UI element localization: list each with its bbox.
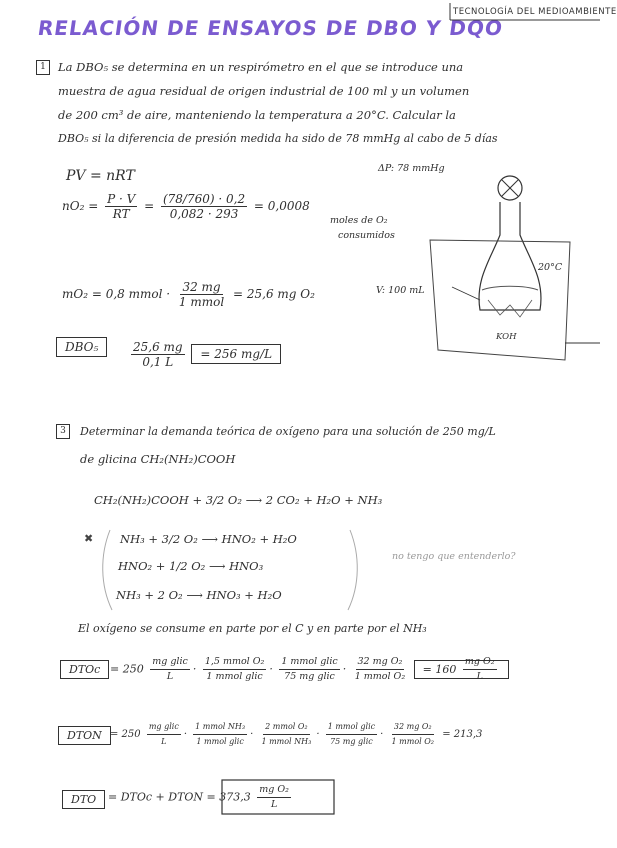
reaction-1-right: 2 CO₂ + H₂O + NH₃	[265, 493, 383, 507]
volume-label: V: 100 mL	[376, 285, 425, 296]
problem-1-line-2: muestra de agua residual de origen industrial de 100 ml y un volumen	[58, 84, 470, 98]
strike-mark-icon: ✖	[84, 532, 94, 545]
dton-factor-2	[193, 720, 247, 749]
dton-factor-4-den: 75 mg glic	[330, 737, 373, 746]
moles-calculation: nO₂ = $\frac{P \cdot V}{RT}$ = $\frac{(78/760) \cdot 0,2}{0,082 \cdot 293}$ = 0,0008	[62, 192, 310, 221]
reaction-arrow-icon: ⟶	[245, 493, 263, 507]
dbo-label-box: DBO₅	[56, 337, 107, 357]
page-title: RELACIÓN DE ENSAYOS DE DBO Y DQO	[36, 16, 505, 40]
dto-label-box: DTO	[62, 790, 105, 809]
dton-factor-5	[390, 720, 437, 749]
dtoc-result-box	[414, 656, 509, 682]
dbo-result: = 256 mg/L	[191, 344, 281, 364]
moles-fraction-1-den: RT	[112, 207, 130, 221]
dto-result-box	[220, 778, 340, 818]
problem-3-line-2: de glicina CH₂(NH₂)COOH	[80, 452, 236, 466]
dton-factor-1-num: mg glic	[147, 720, 181, 735]
dtoc-factor-1	[150, 655, 190, 684]
moles-fraction-2	[161, 192, 247, 221]
dtoc-factor-4-den: 1 mmol O₂	[354, 671, 406, 682]
dton-factor-3-num: 2 mmol O₂	[263, 720, 310, 735]
reaction-arrow-icon: ⟶	[208, 559, 226, 573]
reaction-1	[94, 493, 382, 507]
reaction-2-left: NH₃ + 3/2 O₂	[120, 532, 198, 546]
reaction-arrow-icon: ⟶	[201, 532, 219, 546]
dto-result-unit-num: mg O₂	[257, 783, 291, 798]
problem-1-line-4: DBO₅ si la diferencia de presión medida ha sido de 78 mmHg al cabo de 5 días	[58, 132, 498, 145]
mass-calculation	[62, 280, 315, 309]
problem-3-number: 3	[56, 424, 70, 439]
moles-fraction-2-den: 0,082 · 293	[169, 207, 239, 221]
dton-factor-1	[147, 720, 181, 749]
dtoc-label-box: DTOc	[60, 660, 109, 679]
dto-expression: = DTOc + DTON = 373,3	[108, 790, 251, 804]
dtoc-result-unit-num: mg O₂	[463, 655, 497, 670]
reaction-2-right: HNO₂ + H₂O	[221, 532, 297, 546]
dtoc-start: = 250	[110, 662, 144, 676]
dton-factor-1-den: L	[161, 737, 167, 746]
side-note: no tengo que entenderlo?	[392, 551, 516, 562]
mass-result: = 25,6 mg O₂	[233, 287, 315, 301]
dton-result: = 213,3	[442, 729, 483, 740]
moles-unit-2: consumidos	[338, 230, 395, 241]
dton-label-box: DTON	[58, 726, 111, 745]
gas-law: PV = nRT	[66, 168, 135, 184]
reaction-arrow-icon: ⟶	[186, 588, 203, 602]
moles-fraction-2-num: (78/760) · 0,2	[162, 192, 246, 206]
dtoc-result-unit	[463, 655, 497, 684]
mass-fraction-num: 32 mg	[182, 280, 221, 294]
subject-header: TECNOLOGÍA DEL MEDIOAMBIENTE	[453, 7, 617, 17]
moles-fraction-1	[105, 192, 137, 221]
reaction-bracket	[100, 525, 360, 615]
dton-factor-4	[326, 720, 377, 749]
dton-factor-5-den: 1 mmol O₂	[391, 737, 435, 746]
temp-label: 20°C	[538, 262, 563, 273]
flask-outline	[479, 202, 541, 310]
moles-unit: moles de O₂	[330, 215, 388, 226]
reaction-3-right: HNO₃	[229, 559, 264, 573]
reagent-label: KOH	[496, 332, 517, 342]
dtoc-factor-2-den: 1 mmol glic	[206, 671, 263, 682]
dtoc-factor-2-num: 1,5 mmol O₂	[203, 655, 267, 670]
dtoc-calculation: = 250 $\frac{\text{mg glic}}{L}$ · $\frac{\text{1,5 mmol O₂}}{\text{1 mmol glic}}$ · $\frac{\text{1 mmol glic}}{\text{75 mg glic}}$ · $\frac{\text{32 mg O₂}}{\text{1 mmol O₂}}$ = 160 $\frac{\text{mg O₂}}{L}$	[110, 655, 509, 684]
dtoc-result: = 160	[422, 662, 457, 676]
reaction-4-left: NH₃ + 2 O₂	[116, 588, 183, 602]
moles-lhs: nO₂ =	[62, 199, 99, 213]
dtoc-factor-3-num: 1 mmol glic	[279, 655, 339, 670]
dtoc-factor-1-den: L	[166, 671, 174, 682]
mass-fraction	[177, 280, 226, 309]
problem-3-line-1: Determinar la demanda teórica de oxígeno para una solución de 250 mg/L	[80, 425, 496, 438]
dtoc-result-unit-den: L	[476, 671, 483, 682]
problem-1-number: 1	[36, 60, 50, 75]
dton-factor-2-num: 1 mmol NH₃	[193, 720, 247, 735]
dton-calculation: = 250 $\frac{\text{mg glic}}{L}$ · $\frac{\text{1 mmol NH₃}}{\text{1 mmol glic}}$ · $\frac{\text{2 mmol O₂}}{\text{1 mmol NH₃}}$ · $\frac{\text{1 mmol glic}}{\text{75 mg glic}}$ · $\frac{\text{32 mg O₂}}{\text{1 mmol O₂}}$ = 213,3	[110, 720, 482, 749]
delta-p-label: ΔP: 78 mmHg	[378, 163, 445, 174]
dbo-fraction-num: 25,6 mg	[133, 340, 183, 354]
moles-fraction-1-num: P · V	[107, 192, 136, 206]
dtoc-factor-4-num: 32 mg O₂	[356, 655, 405, 670]
dtoc-factor-4	[353, 655, 407, 684]
dtoc-factor-3	[279, 655, 339, 684]
dton-factor-3-den: 1 mmol NH₃	[261, 737, 312, 746]
mass-fraction-den: 1 mmol	[178, 295, 225, 309]
consumption-statement: El oxígeno se consume en parte por el C y en parte por el NH₃	[78, 622, 427, 635]
dtoc-factor-3-den: 75 mg glic	[284, 671, 335, 682]
dbo-fraction	[131, 340, 185, 369]
problem-1-line-3: de 200 cm³ de aire, manteniendo la temperatura a 20°C. Calcular la	[58, 108, 456, 122]
moles-result: = 0,0008	[253, 199, 310, 213]
dbo-calculation	[128, 340, 281, 369]
problem-1-line-1: La DBO₅ se determina en un respirómetro en el que se introduce una	[58, 60, 464, 74]
dton-factor-3	[259, 720, 313, 749]
dton-factor-4-num: 1 mmol glic	[326, 720, 377, 735]
reaction-4-right: HNO₃ + H₂O	[206, 588, 282, 602]
dto-result-unit-den: L	[270, 799, 278, 810]
dton-factor-5-num: 32 mg O₂	[392, 720, 434, 735]
dbo-fraction-den: 0,1 L	[142, 355, 174, 369]
dtoc-factor-1-num: mg glic	[150, 655, 190, 670]
reaction-3-left: HNO₂ + 1/2 O₂	[118, 559, 206, 573]
dton-factor-2-den: 1 mmol glic	[196, 737, 244, 746]
reaction-1-left: CH₂(NH₂)COOH + 3/2 O₂	[94, 493, 242, 507]
water-bath	[430, 240, 570, 360]
dtoc-factor-2	[203, 655, 267, 684]
header-divider	[0, 0, 600, 40]
dton-start: = 250	[110, 729, 141, 740]
mass-lhs: mO₂ = 0,8 mmol ·	[62, 287, 171, 301]
respirometer-diagram	[400, 160, 600, 380]
